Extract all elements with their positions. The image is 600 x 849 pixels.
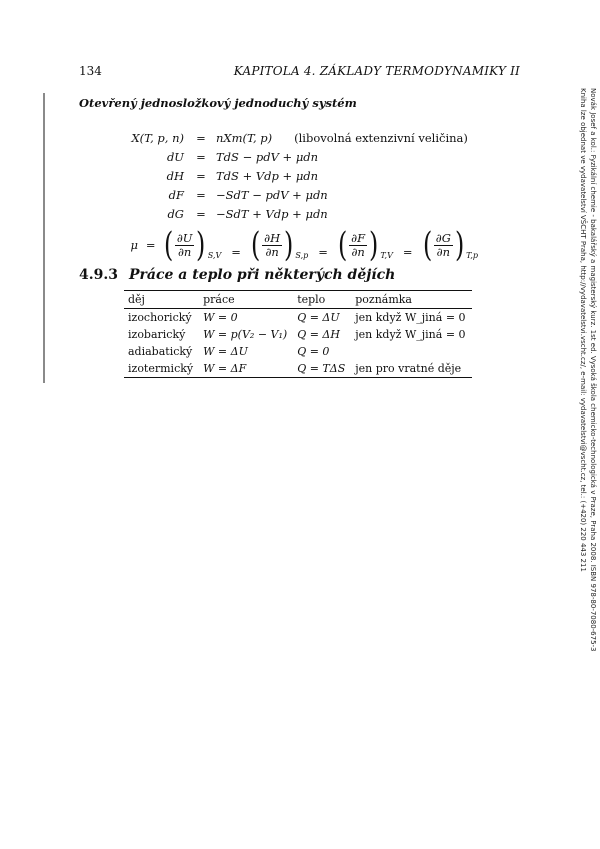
table-cell: Q = ΔU <box>297 311 340 324</box>
table-cell: Q = TΔS <box>293 360 351 378</box>
equation-row <box>100 166 480 185</box>
equals-sign: = <box>318 245 328 259</box>
equation-lhs: dG <box>167 206 184 221</box>
running-head: KAPITOLA 4. ZÁKLADY TERMODYNAMIKY II <box>233 64 520 78</box>
equals-sign: = <box>231 245 241 259</box>
derivative-numerator: ∂U <box>176 230 193 245</box>
column-header: děj <box>124 291 199 309</box>
equation-lhs: μ <box>130 238 138 252</box>
derivative-denominator: ∂n <box>177 244 192 259</box>
equation-rhs <box>210 131 480 145</box>
table-cell: izochorický <box>128 311 192 324</box>
subsection-title: Otevřený jednosložkový jednoduchý systém <box>79 96 357 110</box>
equation-rhs: TdS + Vdp + μdn <box>216 168 319 183</box>
side-note <box>572 88 598 688</box>
equals-sign: = <box>402 245 413 259</box>
section-title: Práce a teplo při některých dějích <box>129 267 396 283</box>
derivative-numerator: ∂F <box>351 230 366 245</box>
equation-lhs: dU <box>166 149 184 164</box>
equation-row <box>100 128 480 147</box>
equation-row <box>100 185 480 204</box>
table-row <box>124 343 472 360</box>
derivative-denominator: ∂n <box>265 244 279 259</box>
column-header: práce <box>199 291 293 309</box>
partial-derivative: ( $\frac{\partial H}{\partial n}$ ) S,p <box>250 225 309 265</box>
column-header: teplo <box>293 291 351 309</box>
table-cell <box>351 343 471 360</box>
derivative-subscript: T,V <box>380 251 393 260</box>
partial-derivative: ( $\frac{\partial F}{\partial n}$ ) T,V <box>337 225 393 265</box>
table-cell: jen pro vratné děje <box>351 360 471 378</box>
derivative-subscript: S,V <box>207 251 222 260</box>
equation-rhs-expression: nXm(T, p) <box>216 130 273 145</box>
table-row <box>124 309 472 327</box>
equals-sign: = <box>145 238 156 252</box>
equals-sign: = <box>196 206 206 221</box>
derivative-denominator: ∂n <box>351 244 365 259</box>
section-number: 4.9.3 <box>79 267 118 283</box>
process-table <box>124 290 472 378</box>
derivative-subscript: T,p <box>466 251 478 260</box>
equation-lhs: X(T, p, n) <box>131 130 184 145</box>
equation-rhs: TdS − pdV + μdn <box>216 149 319 164</box>
derivative-subscript: S,p <box>295 251 309 260</box>
table-cell: jen když W_jiná = 0 <box>355 311 466 324</box>
derivative-denominator: ∂n <box>436 244 451 259</box>
section-heading <box>79 267 395 283</box>
equals-sign: = <box>196 187 206 202</box>
table-row <box>124 360 472 378</box>
equation-row <box>100 204 480 223</box>
equation-rhs: −SdT − pdV + μdn <box>216 187 328 202</box>
table-cell: izotermický <box>124 360 199 378</box>
equation-lhs: dF <box>168 187 184 202</box>
equation-rhs: −SdT + Vdp + μdn <box>216 206 328 221</box>
table-cell: W = ΔF <box>199 360 293 378</box>
side-note-citation: Novák Josef a kol.: Fyzikální chemie - bakalářský a magisterský kurz. 1st ed. Vysoká škola chemicko-technologická v Praze, Praha 2008. ISBN 978-80-7080-675-3 <box>589 88 597 652</box>
derivative-numerator: ∂G <box>435 230 451 245</box>
equals-sign: = <box>196 149 206 164</box>
table-cell: izobarický <box>128 328 186 341</box>
chemical-potential-row <box>100 223 480 267</box>
table-cell: W = ΔU <box>203 345 248 358</box>
equation-lhs: dH <box>166 168 184 183</box>
partial-derivative: ( $\frac{\partial U}{\partial n}$ ) S,V <box>163 225 222 265</box>
equation-note: (libovolná extenzivní veličina) <box>294 130 468 145</box>
table-cell: adiabatický <box>128 345 193 358</box>
equals-sign: = <box>196 130 206 145</box>
equation-rhs <box>156 225 480 265</box>
margin-bar <box>43 93 45 383</box>
table-cell: Q = 0 <box>297 345 330 358</box>
side-note-order-info: Kniha lze objednat ve vydavatelství VŠCHT Praha, http://vydavatelstvi.vscht.cz/, e-mail: vydavatelstvi@vscht.cz, tel.: (+420) 220 443 211 <box>579 88 587 572</box>
table-cell: jen když W_jiná = 0 <box>355 328 466 341</box>
table-cell: W = p(V₂ − V₁) <box>203 328 288 341</box>
column-header: poznámka <box>351 291 471 309</box>
derivative-numerator: ∂H <box>264 230 281 245</box>
table-cell: Q = ΔH <box>297 328 340 341</box>
partial-derivative: ( $\frac{\partial G}{\partial n}$ ) T,p <box>422 225 478 265</box>
table-row <box>124 326 472 343</box>
equals-sign: = <box>196 168 206 183</box>
equation-row <box>100 147 480 166</box>
equation-block <box>100 128 480 267</box>
page-number: 134 <box>79 64 102 78</box>
table-header-row <box>124 291 472 309</box>
table-cell: W = 0 <box>203 311 238 324</box>
